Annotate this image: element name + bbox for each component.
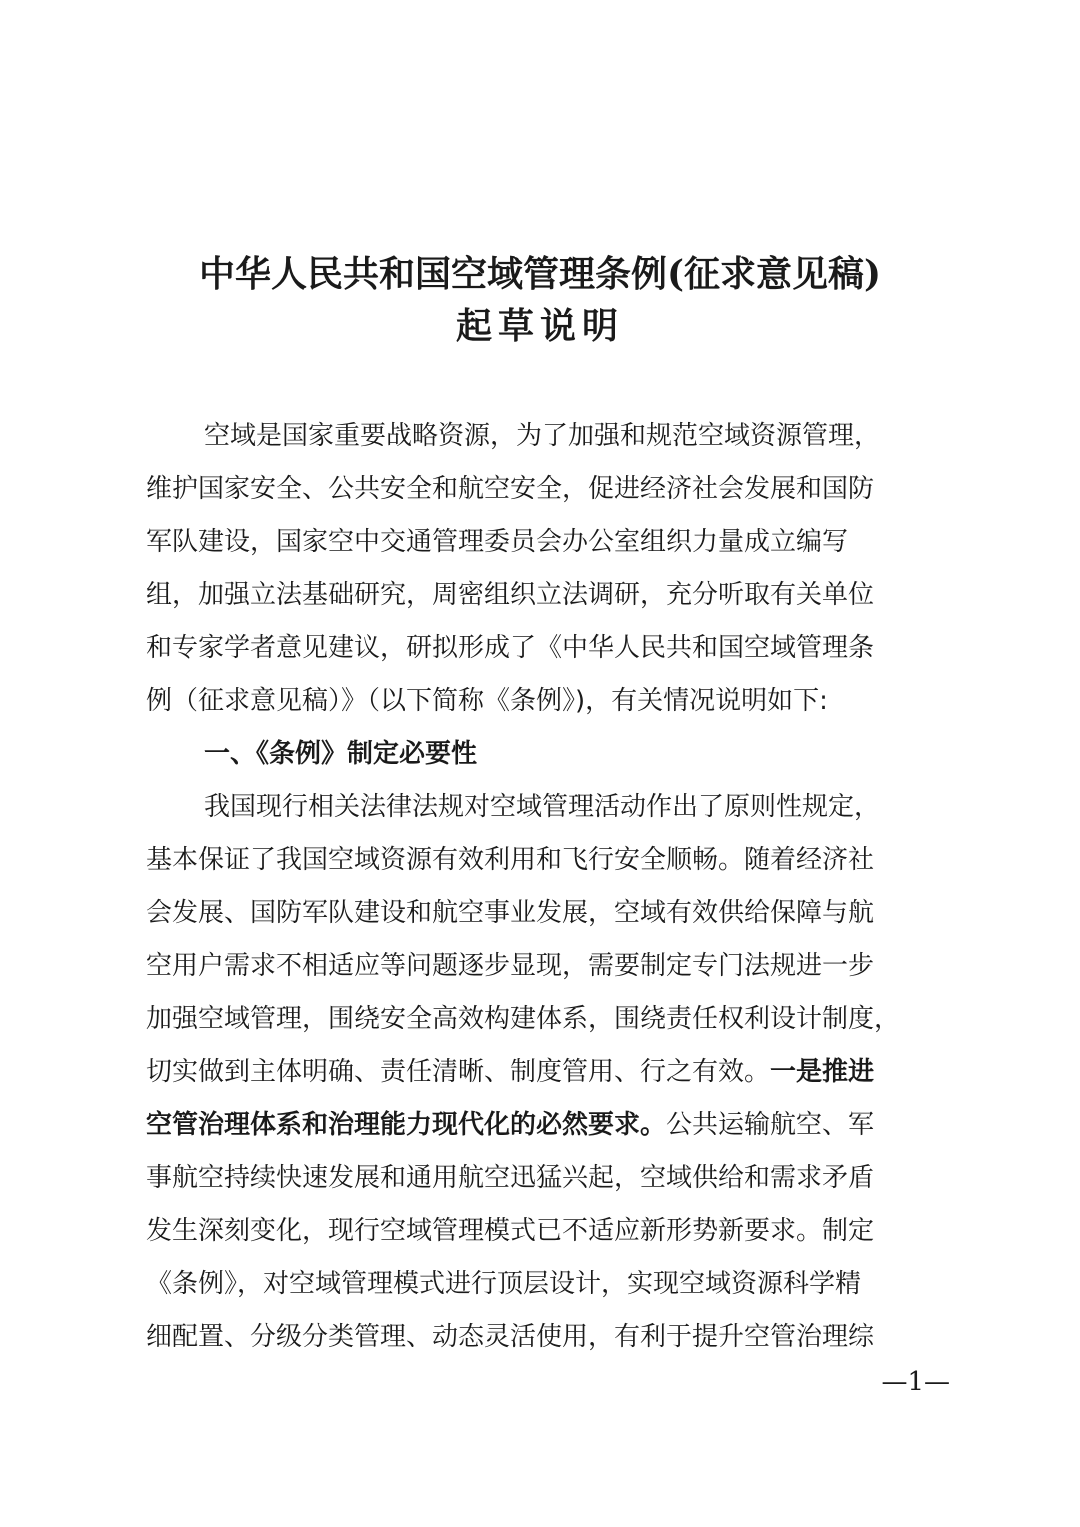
paragraph-line: 空用户需求不相适应等问题逐步显现，需要制定专门法规进一步 — [146, 951, 875, 981]
page-number: —1— — [881, 1367, 950, 1397]
paragraph-line: 例（征求意见稿）》（以下简称《条例》)，有关情况说明如下: — [146, 686, 828, 716]
paragraph-line: 会发展、国防军队建设和航空事业发展，空域有效供给保障与航 — [146, 898, 875, 928]
paragraph-line: 军队建设，国家空中交通管理委员会办公室组织力量成立编写 — [146, 527, 849, 557]
plain-text: 公共运输航空、军 — [666, 1110, 875, 1140]
section-heading: 一、《条例》制定必要性 — [204, 739, 478, 769]
paragraph-line-mixed — [146, 1099, 946, 1152]
paragraph-line: 组，加强立法基础研究，周密组织立法调研，充分听取有关单位 — [146, 580, 875, 610]
paragraph-line: 细配置、分级分类管理、动态灵活使用，有利于提升空管治理综 — [146, 1322, 875, 1352]
emphasis-text: 空管治理体系和治理能力现代化的必然要求。 — [146, 1110, 667, 1140]
document-subtitle: 起草说明 — [455, 305, 624, 347]
paragraph-line: 基本保证了我国空域资源有效利用和飞行安全顺畅。随着经济社 — [146, 845, 875, 875]
paragraph-line: 维护国家安全、公共安全和航空安全，促进经济社会发展和国防 — [146, 474, 875, 504]
paragraph-line-mixed — [146, 1046, 946, 1099]
paragraph-line: 我国现行相关法律法规对空域管理活动作出了原则性规定， — [204, 792, 881, 822]
paragraph-line: 事航空持续快速发展和通用航空迅猛兴起，空域供给和需求矛盾 — [146, 1163, 875, 1193]
emphasis-text: 一是推进 — [770, 1057, 875, 1087]
paragraph-line: 和专家学者意见建议，研拟形成了《中华人民共和国空域管理条 — [146, 633, 875, 663]
document-title: 中华人民共和国空域管理条例(征求意见稿) — [198, 253, 882, 295]
paragraph-line: 发生深刻变化，现行空域管理模式已不适应新形势新要求。制定 — [146, 1216, 875, 1246]
document-body — [146, 410, 946, 1364]
paragraph-line: 加强空域管理，围绕安全高效构建体系，围绕责任权利设计制度， — [146, 1004, 901, 1034]
paragraph-line: 空域是国家重要战略资源，为了加强和规范空域资源管理， — [204, 421, 881, 451]
paragraph-line: 《条例》，对空域管理模式进行顶层设计，实现空域资源科学精 — [146, 1269, 862, 1299]
plain-text: 切实做到主体明确、责任清晰、制度管用、行之有效。 — [146, 1057, 771, 1087]
